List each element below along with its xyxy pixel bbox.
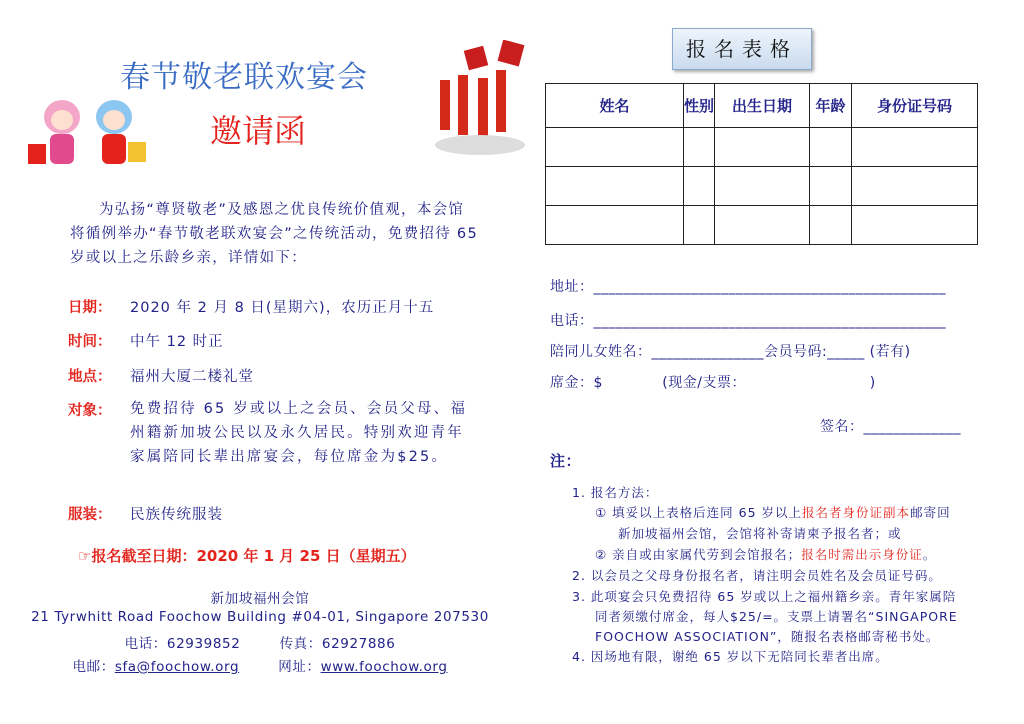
- contact-line: [0, 632, 520, 652]
- firecrackers-icon: [430, 40, 530, 160]
- fax-label: 传真：: [279, 636, 322, 652]
- web-line: [0, 655, 520, 675]
- note-text: ② 亲自或由家属代劳到会馆报名；: [595, 547, 802, 562]
- cell[interactable]: [852, 206, 978, 245]
- org-address: 21 Tyrwhitt Road Foochow Building #04-01, Singapore 207530: [31, 609, 489, 625]
- form-title: 报名表格: [672, 28, 812, 70]
- header-id-number: 身份证号码: [852, 84, 978, 128]
- note-1b: ② 亲自或由家属代劳到会馆报名；报名时需出示身份证。: [595, 547, 937, 562]
- cell[interactable]: [810, 167, 852, 206]
- attire-value: 民族传统服装: [130, 507, 223, 523]
- email-label: 电邮：: [72, 659, 115, 675]
- registration-table: [545, 83, 978, 245]
- note-3: 3. 此项宴会只免费招待 65 岁或以上之福州籍乡亲。青年家属陪: [572, 589, 957, 604]
- table-header-row: [546, 84, 978, 128]
- cell[interactable]: [546, 128, 684, 167]
- fax-number: 62927886: [321, 636, 396, 652]
- table-row: [546, 206, 978, 245]
- address-field[interactable]: 地址：_______________________________________________: [550, 279, 946, 295]
- signature-field[interactable]: 签名：_____________: [820, 419, 961, 435]
- website-link[interactable]: www.foochow.org: [320, 659, 448, 675]
- table-row: [546, 128, 978, 167]
- attire-label: 服装：: [68, 507, 112, 523]
- phone-number: 62939852: [166, 636, 241, 652]
- audience-value: 免费招待 65 岁或以上之会员、会员父母、福州籍新加坡公民以及永久居民。特别欢迎青年家属陪同长辈出席宴会，每位席金为$25。: [130, 401, 468, 465]
- note-highlight: 报名时需出示身份证: [801, 547, 923, 562]
- phone-label: 电话：: [124, 636, 167, 652]
- note-3-cont: 同者须缴付席金，每人$25/=。支票上请署名“SINGAPORE: [595, 609, 958, 624]
- cell[interactable]: [852, 128, 978, 167]
- header-birthdate: 出生日期: [715, 84, 810, 128]
- cell[interactable]: [684, 206, 715, 245]
- cell[interactable]: [852, 167, 978, 206]
- companion-field[interactable]: 陪同儿女姓名：_______________会员号码:_____ (若有): [550, 344, 911, 360]
- website-label: 网址：: [278, 659, 321, 675]
- cell[interactable]: [715, 128, 810, 167]
- header-age: 年龄: [810, 84, 852, 128]
- note-3-cont2: FOOCHOW ASSOCIATION”，随报名表格邮寄秘书处。: [595, 629, 940, 644]
- cell[interactable]: [546, 167, 684, 206]
- note-text: 邮寄回: [910, 505, 951, 520]
- cell[interactable]: [546, 206, 684, 245]
- time-value: 中午 12 时正: [130, 334, 224, 350]
- fee-field[interactable]: 席金：$ (现金/支票： ): [550, 375, 876, 391]
- note-1: 1. 报名方法：: [572, 485, 659, 500]
- cell[interactable]: [810, 128, 852, 167]
- header-gender: 性别: [684, 84, 715, 128]
- cell[interactable]: [810, 206, 852, 245]
- children-illustration-icon: [22, 92, 152, 172]
- cell[interactable]: [684, 128, 715, 167]
- cell[interactable]: [684, 167, 715, 206]
- note-1a-cont: 新加坡福州会馆，会馆将补寄请柬予报名者；或: [618, 526, 902, 541]
- cell[interactable]: [715, 206, 810, 245]
- venue-label: 地点：: [68, 369, 112, 385]
- registration-deadline: ☞报名截至日期：2020 年 1 月 25 日（星期五）: [78, 547, 416, 565]
- audience-label: 对象：: [68, 403, 112, 419]
- note-1a: [595, 503, 951, 521]
- email-link[interactable]: sfa@foochow.org: [114, 659, 240, 675]
- cell[interactable]: [715, 167, 810, 206]
- event-title: 春节敬老联欢宴会: [120, 60, 368, 95]
- date-value: 2020 年 2 月 8 日(星期六)，农历正月十五: [130, 300, 435, 316]
- date-label: 日期：: [68, 300, 112, 316]
- intro-paragraph: 为弘扬“尊贤敬老”及感恩之优良传统价值观，本会馆将循例举办“春节敬老联欢宴会”之传统活动，免费招待 65 岁或以上之乐龄乡亲，详情如下：: [70, 202, 478, 266]
- note-highlight: 报名者身份证副本: [802, 505, 911, 520]
- invitation-subtitle: 邀请函: [210, 112, 307, 150]
- venue-value: 福州大厦二楼礼堂: [130, 369, 254, 385]
- header-name: 姓名: [546, 84, 684, 128]
- note-text: ① 填妥以上表格后连同 65 岁以上: [595, 505, 803, 520]
- time-label: 时间：: [68, 334, 112, 350]
- org-name: 新加坡福州会馆: [210, 591, 310, 607]
- phone-field[interactable]: 电话：_______________________________________________: [550, 313, 946, 329]
- table-row: [546, 167, 978, 206]
- note-label: 注：: [550, 452, 582, 470]
- note-2: 2. 以会员之父母身份报名者，请注明会员姓名及会员证号码。: [572, 568, 942, 583]
- note-4: 4. 因场地有限，谢绝 65 岁以下无陪同长辈者出席。: [572, 649, 889, 664]
